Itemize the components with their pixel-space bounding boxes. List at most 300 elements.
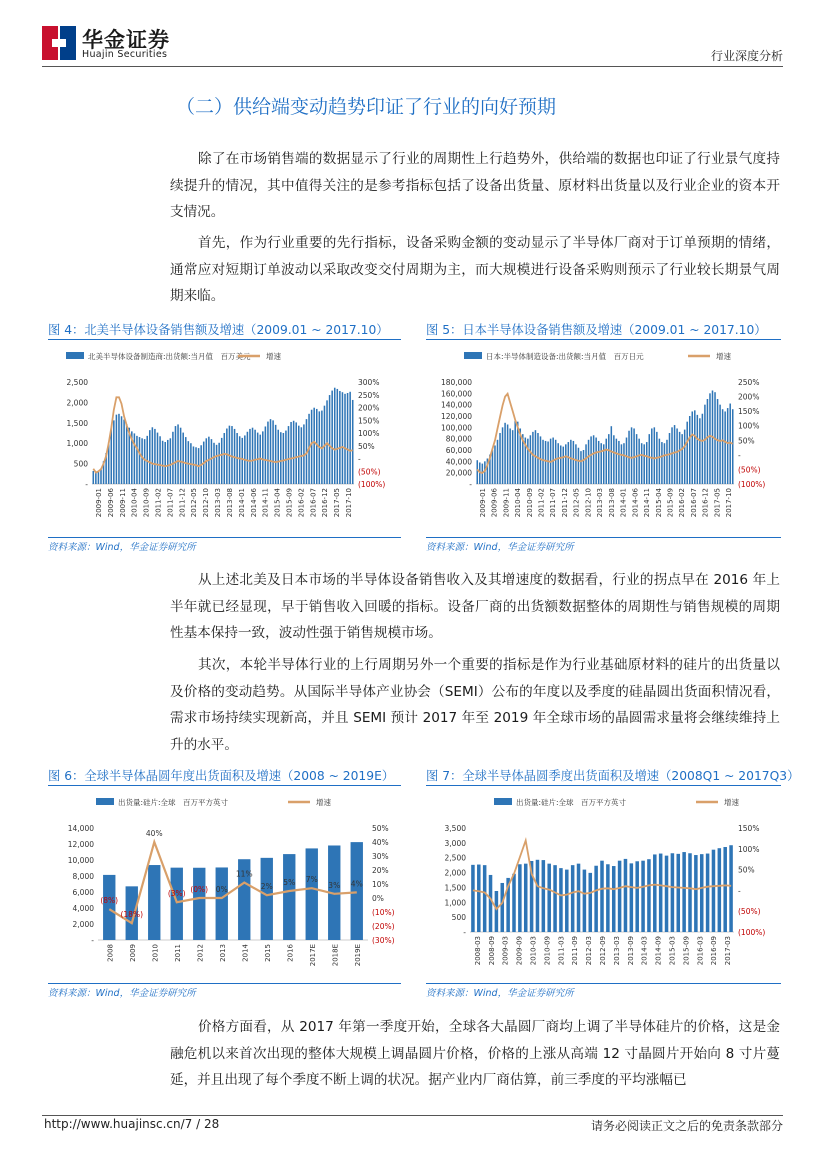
- y-tick-label-left: 12,000: [67, 840, 94, 849]
- bar: [618, 441, 620, 484]
- y-tick-label-left: 2,000: [444, 868, 466, 878]
- y-tick-label-right: -: [738, 886, 741, 896]
- y-tick-label-right: 100%: [358, 429, 380, 438]
- bar: [635, 861, 639, 932]
- x-tick-label: 2010-03: [529, 936, 538, 966]
- y-tick-label-right: 0%: [372, 894, 384, 903]
- bar: [337, 389, 339, 484]
- bar: [600, 861, 604, 932]
- y-tick-label-right: 50%: [738, 865, 755, 875]
- bar: [492, 450, 494, 484]
- bar: [589, 873, 593, 932]
- x-tick-label: 2009-09: [515, 936, 524, 966]
- y-tick-label-right: 250%: [358, 390, 380, 400]
- data-label: (8%): [100, 896, 119, 906]
- y-tick-label-left: 1,000: [66, 439, 88, 449]
- huajin-logo-icon: [42, 26, 76, 60]
- bar: [211, 439, 213, 484]
- data-label: 11%: [235, 869, 253, 879]
- y-tick-label-right: 10%: [372, 880, 389, 889]
- figure-divider: [426, 339, 781, 340]
- paragraph: 除了在市场销售端的数据显示了行业的周期性上行趋势外，供给端的数据也印证了行业景气度持续提升的情况，其中值得关注的是参考指标包括了设备出货量、原材料出货量以及行业企业的资本开支情况。: [170, 151, 780, 220]
- bar: [339, 391, 341, 484]
- y-tick-label-left: 60,000: [445, 446, 472, 455]
- bar: [641, 443, 643, 484]
- bar: [334, 388, 336, 484]
- bar: [631, 427, 633, 484]
- legend-bar-swatch: [66, 352, 84, 359]
- bar: [167, 440, 169, 484]
- data-label: 3%: [328, 880, 341, 890]
- bar: [611, 426, 613, 484]
- x-tick-label: 2010-04: [130, 488, 139, 518]
- bar: [484, 461, 486, 484]
- y-tick-label-right: 200%: [738, 392, 760, 402]
- figure-source: 资料来源：Wind，华金证券研究所: [426, 988, 574, 999]
- y-tick-label-right: (100%): [738, 480, 766, 489]
- y-tick-label-right: (50%): [738, 465, 761, 475]
- figure-divider: [48, 537, 401, 538]
- bar: [575, 444, 577, 484]
- x-tick-label: 2008-03: [473, 936, 482, 966]
- bar: [121, 416, 123, 484]
- x-tick-label: 2011-12: [560, 488, 569, 518]
- bar: [489, 875, 493, 932]
- bar: [573, 441, 575, 484]
- x-tick-label: 2015-04: [273, 488, 282, 518]
- y-tick-label-left: 3,000: [444, 838, 466, 848]
- bar: [329, 395, 331, 484]
- x-tick-label: 2011-07: [549, 488, 558, 518]
- x-tick-label: 2012-03: [585, 936, 594, 966]
- bar: [532, 432, 534, 484]
- x-tick-label: 2017-05: [713, 488, 722, 518]
- y-tick-label-right: -: [358, 454, 361, 464]
- chart-fig5: [426, 344, 781, 534]
- x-tick-label: 2011-02: [154, 488, 163, 518]
- bar: [661, 442, 663, 484]
- bar: [712, 850, 716, 932]
- bar: [249, 429, 251, 484]
- bar: [595, 438, 597, 484]
- x-tick-label: 2015-04: [654, 488, 663, 518]
- x-tick-label: 2015-09: [285, 488, 294, 518]
- y-tick-label-left: 1,500: [66, 418, 88, 428]
- bar: [565, 444, 567, 484]
- bar: [600, 443, 602, 484]
- bar: [706, 854, 710, 932]
- y-tick-label-right: 150%: [738, 824, 760, 833]
- bar: [665, 856, 669, 932]
- y-tick-label-right: (30%): [372, 936, 395, 945]
- section-title: （二）供给端变动趋势印证了行业的向好预期: [176, 96, 557, 118]
- bar: [542, 440, 544, 484]
- bar: [293, 421, 295, 484]
- x-tick-label: 2014-11: [643, 488, 652, 518]
- bar: [700, 854, 704, 932]
- footer-divider: [42, 1115, 783, 1116]
- bar: [724, 411, 726, 484]
- x-tick-label: 2015: [263, 944, 272, 962]
- x-tick-label: 2016-02: [297, 488, 306, 518]
- figure-divider: [48, 339, 401, 340]
- bar: [103, 875, 115, 940]
- y-tick-label-left: 10,000: [67, 856, 94, 865]
- bar: [583, 870, 587, 932]
- x-tick-label: 2012-05: [190, 488, 199, 518]
- bar: [226, 429, 228, 484]
- bar: [159, 436, 161, 484]
- bar: [686, 422, 688, 484]
- bar: [502, 427, 504, 484]
- bar: [692, 411, 694, 484]
- x-tick-label: 2016-12: [701, 488, 710, 518]
- figure-divider: [48, 785, 401, 786]
- x-tick-label: 2012-09: [599, 936, 607, 966]
- bar: [723, 847, 727, 932]
- y-tick-label-left: 20,000: [445, 468, 472, 478]
- bar: [95, 472, 97, 484]
- x-tick-label: 2010-09: [525, 488, 534, 518]
- bar: [514, 421, 516, 484]
- x-tick-label: 2009-06: [490, 488, 499, 518]
- x-tick-label: 2008-09: [487, 936, 496, 966]
- bar: [518, 864, 522, 932]
- bar: [563, 447, 565, 484]
- bar: [571, 865, 575, 932]
- bar: [688, 853, 692, 932]
- bar: [729, 845, 733, 932]
- bar: [638, 439, 640, 484]
- bar: [180, 428, 182, 484]
- bar: [565, 870, 569, 932]
- x-tick-label: 2009-01: [478, 488, 487, 518]
- bar: [494, 445, 496, 484]
- figure-title-7: 图 7：全球半导体晶圆季度出货面积及增速（2008Q1 ~ 2017Q3）: [426, 769, 800, 783]
- y-tick-label-right: (50%): [358, 467, 381, 477]
- bar: [139, 437, 141, 484]
- bar: [477, 460, 479, 484]
- legend-bar-swatch: [464, 352, 482, 359]
- bar: [164, 442, 166, 484]
- bar: [218, 443, 220, 484]
- x-tick-label: 2009-11: [118, 488, 127, 518]
- bar: [172, 432, 174, 484]
- x-tick-label: 2014: [241, 944, 250, 962]
- y-tick-label-left: 140,000: [440, 400, 472, 410]
- y-tick-label-right: 200%: [358, 403, 380, 413]
- y-tick-label-left: 500: [451, 913, 466, 923]
- bar: [141, 438, 143, 484]
- data-label: 0%: [215, 885, 228, 894]
- data-label: 2%: [260, 882, 273, 892]
- bar: [679, 432, 681, 484]
- legend-bar-swatch: [494, 798, 512, 805]
- x-tick-label: 2016: [286, 944, 295, 962]
- chart-fig4: [48, 344, 401, 534]
- y-tick-label-right: 20%: [372, 866, 389, 875]
- paragraph: 价格方面看，从 2017 年第一季度开始，全球各大晶圆厂商均上调了半导体硅片的价格，这是金融危机以来首次出现的整体大规模上调晶圆片价格，价格的上涨从高端 12 寸晶圆片开始向 8 寸片蔓延，并且出现了每个季度不断上调的状况。据产业内厂商估算，前三季度的平均涨幅已: [170, 1019, 780, 1088]
- x-tick-label: 2014-09: [654, 936, 663, 966]
- bar: [285, 431, 287, 484]
- bar: [636, 434, 638, 484]
- bar: [247, 432, 249, 484]
- bar: [568, 442, 570, 484]
- x-tick-label: 2014-01: [619, 488, 628, 518]
- bar: [681, 434, 683, 484]
- bar: [580, 451, 582, 484]
- x-tick-label: 2012-10: [202, 488, 211, 518]
- bar: [659, 439, 661, 484]
- bar: [717, 399, 719, 484]
- legend-bar-label: 出货量:硅片:全球 百万平方英寸: [118, 798, 229, 807]
- x-tick-label: 2017E: [308, 944, 317, 967]
- bar: [495, 891, 499, 932]
- figure-divider: [426, 785, 781, 786]
- x-tick-label: 2013-09: [626, 936, 635, 966]
- data-label: (3%): [167, 889, 186, 899]
- bar: [578, 448, 580, 484]
- bar: [689, 416, 691, 484]
- x-tick-label: 2016-07: [689, 488, 698, 518]
- x-tick-label: 2017-05: [333, 488, 342, 518]
- bar: [547, 864, 551, 932]
- bar: [547, 442, 549, 485]
- y-tick-label-right: (20%): [372, 922, 395, 931]
- bar: [283, 433, 285, 484]
- y-tick-label-left: -: [463, 928, 466, 937]
- bar: [272, 420, 274, 484]
- figure-title-6: 图 6：全球半导体晶圆年度出货面积及增速（2008 ~ 2019E）: [48, 769, 395, 783]
- bar: [512, 874, 516, 932]
- report-type: 行业深度分析: [710, 49, 783, 63]
- y-tick-label-left: 1,000: [444, 898, 466, 908]
- bar: [175, 426, 177, 484]
- y-tick-label-left: 8,000: [72, 872, 94, 881]
- y-tick-label-left: -: [85, 480, 88, 489]
- legend-line-label: 增速: [716, 352, 731, 361]
- bar: [606, 439, 608, 484]
- bar: [649, 434, 651, 484]
- y-tick-label-left: 4,000: [72, 904, 94, 913]
- bar: [477, 865, 481, 932]
- bar: [171, 868, 183, 940]
- data-label: 4%: [350, 879, 363, 889]
- bar: [288, 426, 290, 484]
- legend-bar-label: 日本:半导体制造设备:出货额:当月值 百万日元: [486, 352, 644, 361]
- bar: [231, 426, 233, 484]
- bar: [144, 439, 146, 484]
- figure-divider: [426, 983, 781, 984]
- bar: [671, 427, 673, 484]
- bar: [113, 420, 115, 484]
- bar: [344, 394, 346, 484]
- bar: [643, 444, 645, 484]
- x-tick-label: 2010-09: [543, 936, 552, 966]
- x-tick-label: 2014-06: [249, 488, 258, 518]
- x-tick-label: 2011-03: [557, 936, 566, 966]
- bar: [676, 428, 678, 484]
- brand-name: 华金证券: [82, 28, 170, 52]
- data-label: 5%: [283, 878, 296, 887]
- bar: [677, 854, 681, 932]
- bar: [664, 443, 666, 484]
- bar: [267, 422, 269, 484]
- bar: [295, 422, 297, 484]
- x-tick-label: 2011: [173, 944, 182, 962]
- y-tick-label-left: 160,000: [440, 389, 472, 399]
- bar: [624, 859, 628, 932]
- x-tick-label: 2017-03: [724, 936, 733, 966]
- x-tick-label: 2014-11: [261, 488, 270, 518]
- figure-source: 资料来源：Wind，华金证券研究所: [48, 988, 196, 999]
- y-tick-label-right: 100%: [738, 421, 760, 431]
- bar: [331, 391, 333, 484]
- bar: [646, 442, 648, 484]
- bar: [483, 865, 487, 932]
- bar: [118, 414, 120, 484]
- bar: [290, 422, 292, 484]
- bar: [499, 433, 501, 484]
- paragraph: 从上述北美及日本市场的半导体设备销售收入及其增速度的数据看，行业的拐点早在 2016 年上半年就已经显现，早于销售收入回暖的指标。设备厂商的出货额数据整体的周期性与销售规模的周期性基本保持一致，波动性强于销售规模市场。: [170, 572, 780, 641]
- figure-title-5: 图 5：日本半导体设备销售额及增速（2009.01 ~ 2017.10）: [426, 323, 767, 337]
- footer-url[interactable]: http://www.huajinsc.cn/7 / 28: [44, 1117, 220, 1131]
- bar: [170, 438, 172, 484]
- bar: [216, 445, 218, 484]
- bar: [669, 433, 671, 484]
- y-tick-label-right: 100%: [738, 844, 760, 854]
- bar: [630, 863, 634, 932]
- bar: [623, 443, 625, 484]
- bar: [311, 410, 313, 484]
- footer-disclaimer: 请务必阅读正文之后的免责条款部分: [590, 1119, 783, 1133]
- bar: [154, 429, 156, 484]
- header-divider: [42, 66, 783, 67]
- figure-divider: [48, 983, 401, 984]
- bar: [216, 867, 228, 940]
- bar: [275, 425, 277, 484]
- bar: [697, 415, 699, 484]
- y-tick-label-left: 40,000: [445, 457, 472, 467]
- bar: [671, 853, 675, 932]
- bar: [732, 409, 734, 484]
- bar: [659, 854, 663, 932]
- y-tick-label-right: 50%: [738, 436, 755, 446]
- bar: [349, 392, 351, 484]
- bar: [277, 430, 279, 484]
- x-tick-label: 2010-04: [514, 488, 523, 518]
- y-tick-label-left: 500: [73, 459, 88, 469]
- bar: [239, 436, 241, 484]
- x-tick-label: 2015-09: [682, 936, 691, 966]
- y-tick-label-left: -: [91, 936, 94, 945]
- bar: [641, 861, 645, 932]
- bar: [524, 864, 528, 932]
- bar: [261, 858, 273, 940]
- bar: [590, 436, 592, 484]
- bar: [682, 852, 686, 932]
- x-tick-label: 2013-08: [225, 488, 234, 518]
- bar: [252, 428, 254, 484]
- figure-source: 资料来源：Wind，华金证券研究所: [426, 542, 574, 553]
- bar: [694, 855, 698, 932]
- y-tick-label-left: 80,000: [445, 434, 472, 444]
- bar: [213, 443, 215, 484]
- bar: [684, 430, 686, 484]
- bar: [509, 428, 511, 484]
- bar: [306, 848, 318, 940]
- y-tick-label-left: 180,000: [440, 378, 472, 387]
- x-tick-label: 2014-03: [640, 936, 649, 966]
- bar: [316, 409, 318, 484]
- x-tick-label: 2011-02: [537, 488, 546, 518]
- x-tick-label: 2011-12: [178, 488, 187, 518]
- bar: [674, 425, 676, 484]
- x-tick-label: 2009-01: [94, 488, 103, 518]
- bar: [666, 440, 668, 484]
- bar: [149, 430, 151, 484]
- bar: [98, 472, 100, 484]
- y-tick-label-left: 2,000: [72, 920, 94, 929]
- bar: [555, 440, 557, 484]
- bar: [193, 868, 205, 940]
- bar: [616, 439, 618, 484]
- bar: [588, 440, 590, 484]
- bar: [152, 427, 154, 484]
- data-label: 7%: [305, 875, 318, 885]
- x-tick-label: 2009-06: [106, 488, 115, 518]
- x-tick-label: 2019E: [353, 944, 362, 967]
- y-tick-label-right: (50%): [738, 907, 761, 917]
- bar: [654, 427, 656, 484]
- bar: [651, 428, 653, 484]
- bar: [177, 424, 179, 484]
- bar: [722, 409, 724, 484]
- y-tick-label-left: 100,000: [440, 423, 472, 433]
- chart-fig7: [426, 790, 781, 980]
- bar: [497, 440, 499, 484]
- legend-bar-label: 出货量:硅片:全球 百万平方英寸: [516, 798, 627, 807]
- bar: [718, 848, 722, 932]
- bar: [594, 866, 598, 932]
- y-tick-label-right: (10%): [372, 908, 395, 917]
- legend-bar-label: 北美半导体设备制造商:出货额:当月值 百万美元: [88, 352, 251, 361]
- bar: [719, 405, 721, 484]
- y-tick-label-right: 150%: [358, 416, 380, 426]
- bar: [545, 441, 547, 484]
- bar: [501, 883, 505, 932]
- bar: [313, 408, 315, 484]
- bar: [618, 861, 622, 932]
- x-tick-label: 2012: [196, 944, 205, 962]
- bar: [126, 424, 128, 484]
- x-tick-label: 2017-10: [345, 488, 354, 518]
- bar: [182, 433, 184, 484]
- bar: [536, 860, 540, 932]
- bar: [598, 441, 600, 484]
- paragraph: 其次，本轮半导体行业的上行周期另外一个重要的指标是作为行业基础原材料的硅片的出货量以及价格的变动趋势。从国际半导体产业协会（SEMI）公布的年度以及季度的硅晶圆出货面积情况看，需求市场持续实现新高，并且 SEMI 预计 2017 年至 2019 年全球市场的晶圆需求量将会继续维持上升的水平。: [170, 657, 780, 753]
- bar: [647, 859, 651, 932]
- y-tick-label-right: -: [738, 450, 741, 460]
- y-tick-label-left: 1,500: [444, 883, 466, 893]
- x-tick-label: 2016-09: [710, 936, 719, 966]
- bar: [585, 444, 587, 484]
- bar: [557, 443, 559, 484]
- bar: [507, 425, 509, 485]
- bar: [136, 436, 138, 484]
- paragraph: 首先，作为行业重要的先行指标，设备采购金额的变动显示了半导体厂商对于订单预期的情绪，通常应对短期订单波动以采取改变交付周期为主，而大规模进行设备采购则预示了行业较长期景气周期来临。: [170, 235, 780, 304]
- y-tick-label-left: 14,000: [67, 824, 94, 833]
